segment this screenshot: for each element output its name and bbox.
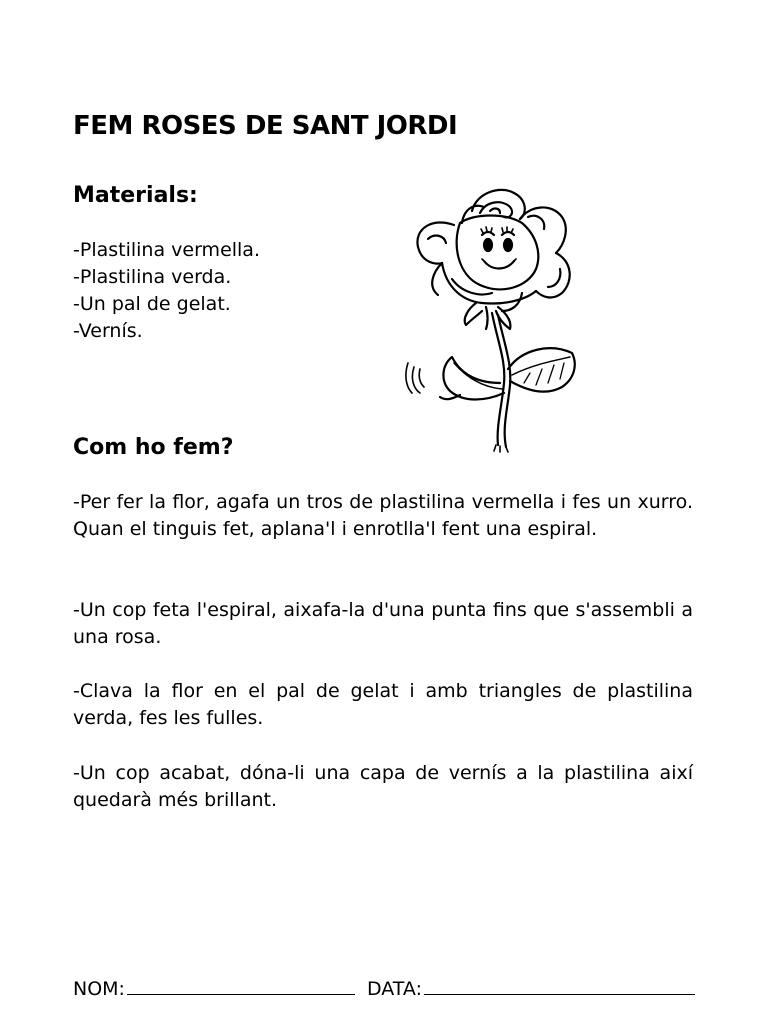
- instruction-step: -Clava la flor en el pal de gelat i amb triangles de plastilina verda, fes les fulles.: [73, 680, 693, 729]
- instruction-step: -Per fer la flor, agafa un tros de plastilina vermella i fes un xurro. Quan el tinguis fet, aplana'l i enrotlla'l fent una espiral.: [73, 491, 693, 540]
- footer-fields: [73, 976, 695, 1000]
- rose-cartoon-icon: [402, 183, 580, 453]
- materials-heading: Materials:: [73, 183, 198, 208]
- material-item: -Plastilina verda.: [73, 266, 232, 288]
- instruction-step: -Un cop feta l'espiral, aixafa-la d'una punta fins que s'assembli a una rosa.: [73, 599, 693, 648]
- instruction-step: -Un cop acabat, dóna-li una capa de vernís a la plastilina així quedarà més brillant.: [73, 762, 693, 811]
- page-title: FEM ROSES DE SANT JORDI: [73, 111, 458, 141]
- material-item: -Plastilina vermella.: [73, 239, 260, 261]
- materials-list: [73, 237, 260, 345]
- material-item: -Un pal de gelat.: [73, 293, 231, 315]
- name-label: NOM:: [73, 978, 125, 1000]
- steps-heading: Com ho fem?: [73, 435, 234, 460]
- material-item: -Vernís.: [73, 320, 143, 342]
- name-blank-line[interactable]: [127, 976, 355, 995]
- date-label: DATA:: [366, 978, 422, 1000]
- date-blank-line[interactable]: [424, 976, 695, 995]
